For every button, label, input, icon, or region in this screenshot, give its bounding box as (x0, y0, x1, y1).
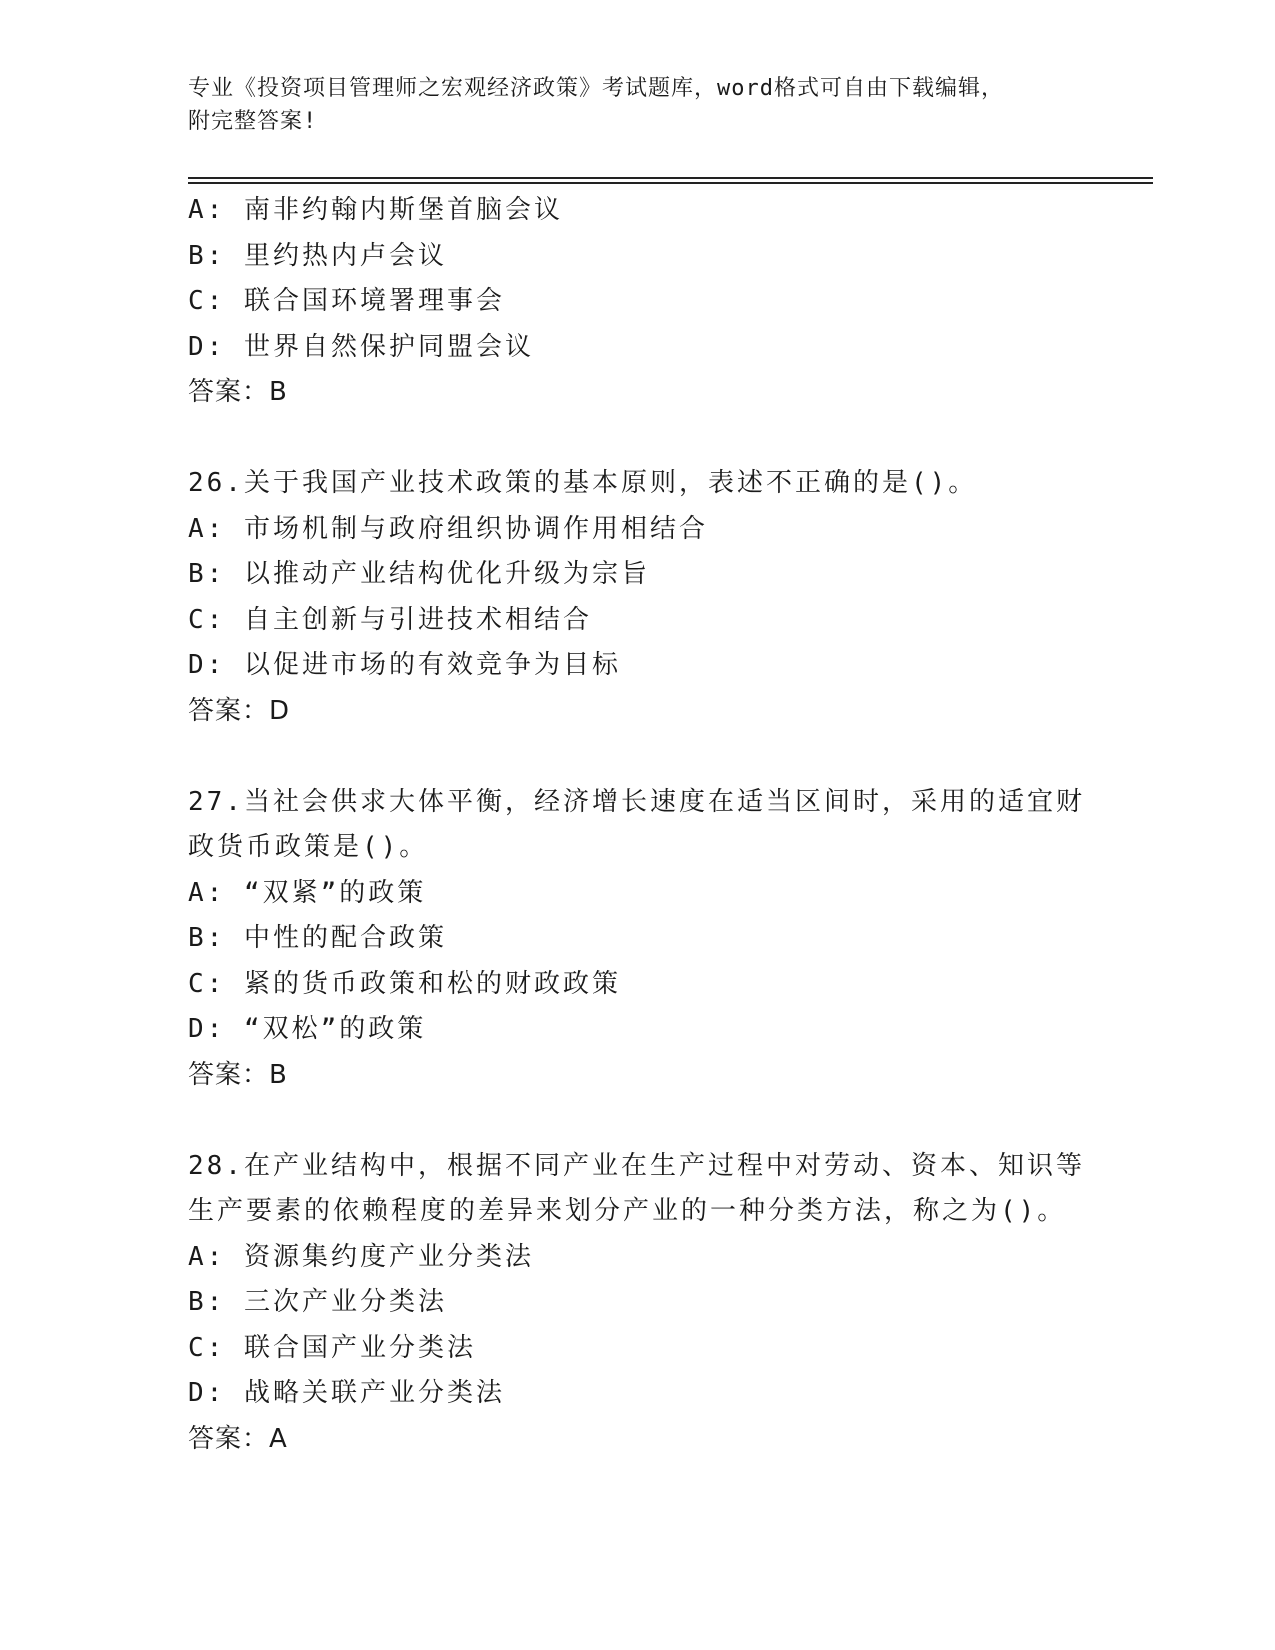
header-divider-top (188, 177, 1153, 179)
option-b: B: 以推动产业结构优化升级为宗旨 (188, 559, 650, 589)
option-a: A: “双紧”的政策 (188, 877, 427, 908)
question-block (188, 780, 1088, 1099)
question-stem-line-2: 政货币政策是()。 (188, 832, 429, 862)
spacer (188, 734, 1088, 780)
option-a: A: 南非约翰内斯堡首脑会议 (188, 195, 563, 225)
option-b: B: 中性的配合政策 (188, 923, 447, 953)
option-d: D: 战略关联产业分类法 (188, 1378, 505, 1408)
question-list (188, 188, 1088, 1462)
question-block (188, 461, 1088, 734)
answer-line: 答案：D (188, 695, 291, 726)
option-d: D: 世界自然保护同盟会议 (188, 331, 534, 362)
header-line-1: 专业《投资项目管理师之宏观经济政策》考试题库，word格式可自由下载编辑， (188, 76, 1004, 101)
option-c: C: 紧的货币政策和松的财政政策 (188, 968, 621, 999)
question-block (188, 188, 1088, 416)
answer-line: 答案：B (188, 377, 288, 407)
option-c: C: 自主创新与引进技术相结合 (188, 604, 592, 635)
answer-line: 答案：B (188, 1059, 288, 1090)
document-header (188, 72, 1088, 138)
question-stem: 26.关于我国产业技术政策的基本原则，表述不正确的是()。 (188, 468, 978, 498)
option-b: B: 三次产业分类法 (188, 1287, 447, 1317)
header-divider-bottom (188, 182, 1153, 184)
option-a: A: 市场机制与政府组织协调作用相结合 (188, 513, 708, 544)
option-c: C: 联合国环境署理事会 (188, 286, 505, 316)
answer-line: 答案：A (188, 1423, 288, 1454)
option-d: D: 以促进市场的有效竞争为目标 (188, 650, 621, 680)
spacer (188, 416, 1088, 462)
option-a: A: 资源集约度产业分类法 (188, 1241, 534, 1272)
option-b: B: 里约热内卢会议 (188, 240, 447, 271)
question-stem-line-1: 27.当社会供求大体平衡，经济增长速度在适当区间时，采用的适宜财 (188, 786, 1085, 817)
option-c: C: 联合国产业分类法 (188, 1332, 476, 1363)
option-d: D: “双松”的政策 (188, 1014, 427, 1044)
question-stem-line-2: 生产要素的依赖程度的差异来划分产业的一种分类方法，称之为()。 (188, 1196, 1067, 1226)
spacer (188, 1098, 1088, 1144)
question-block (188, 1144, 1088, 1463)
header-line-2: 附完整答案! (188, 109, 318, 134)
question-stem-line-1: 28.在产业结构中，根据不同产业在生产过程中对劳动、资本、知识等 (188, 1150, 1085, 1181)
